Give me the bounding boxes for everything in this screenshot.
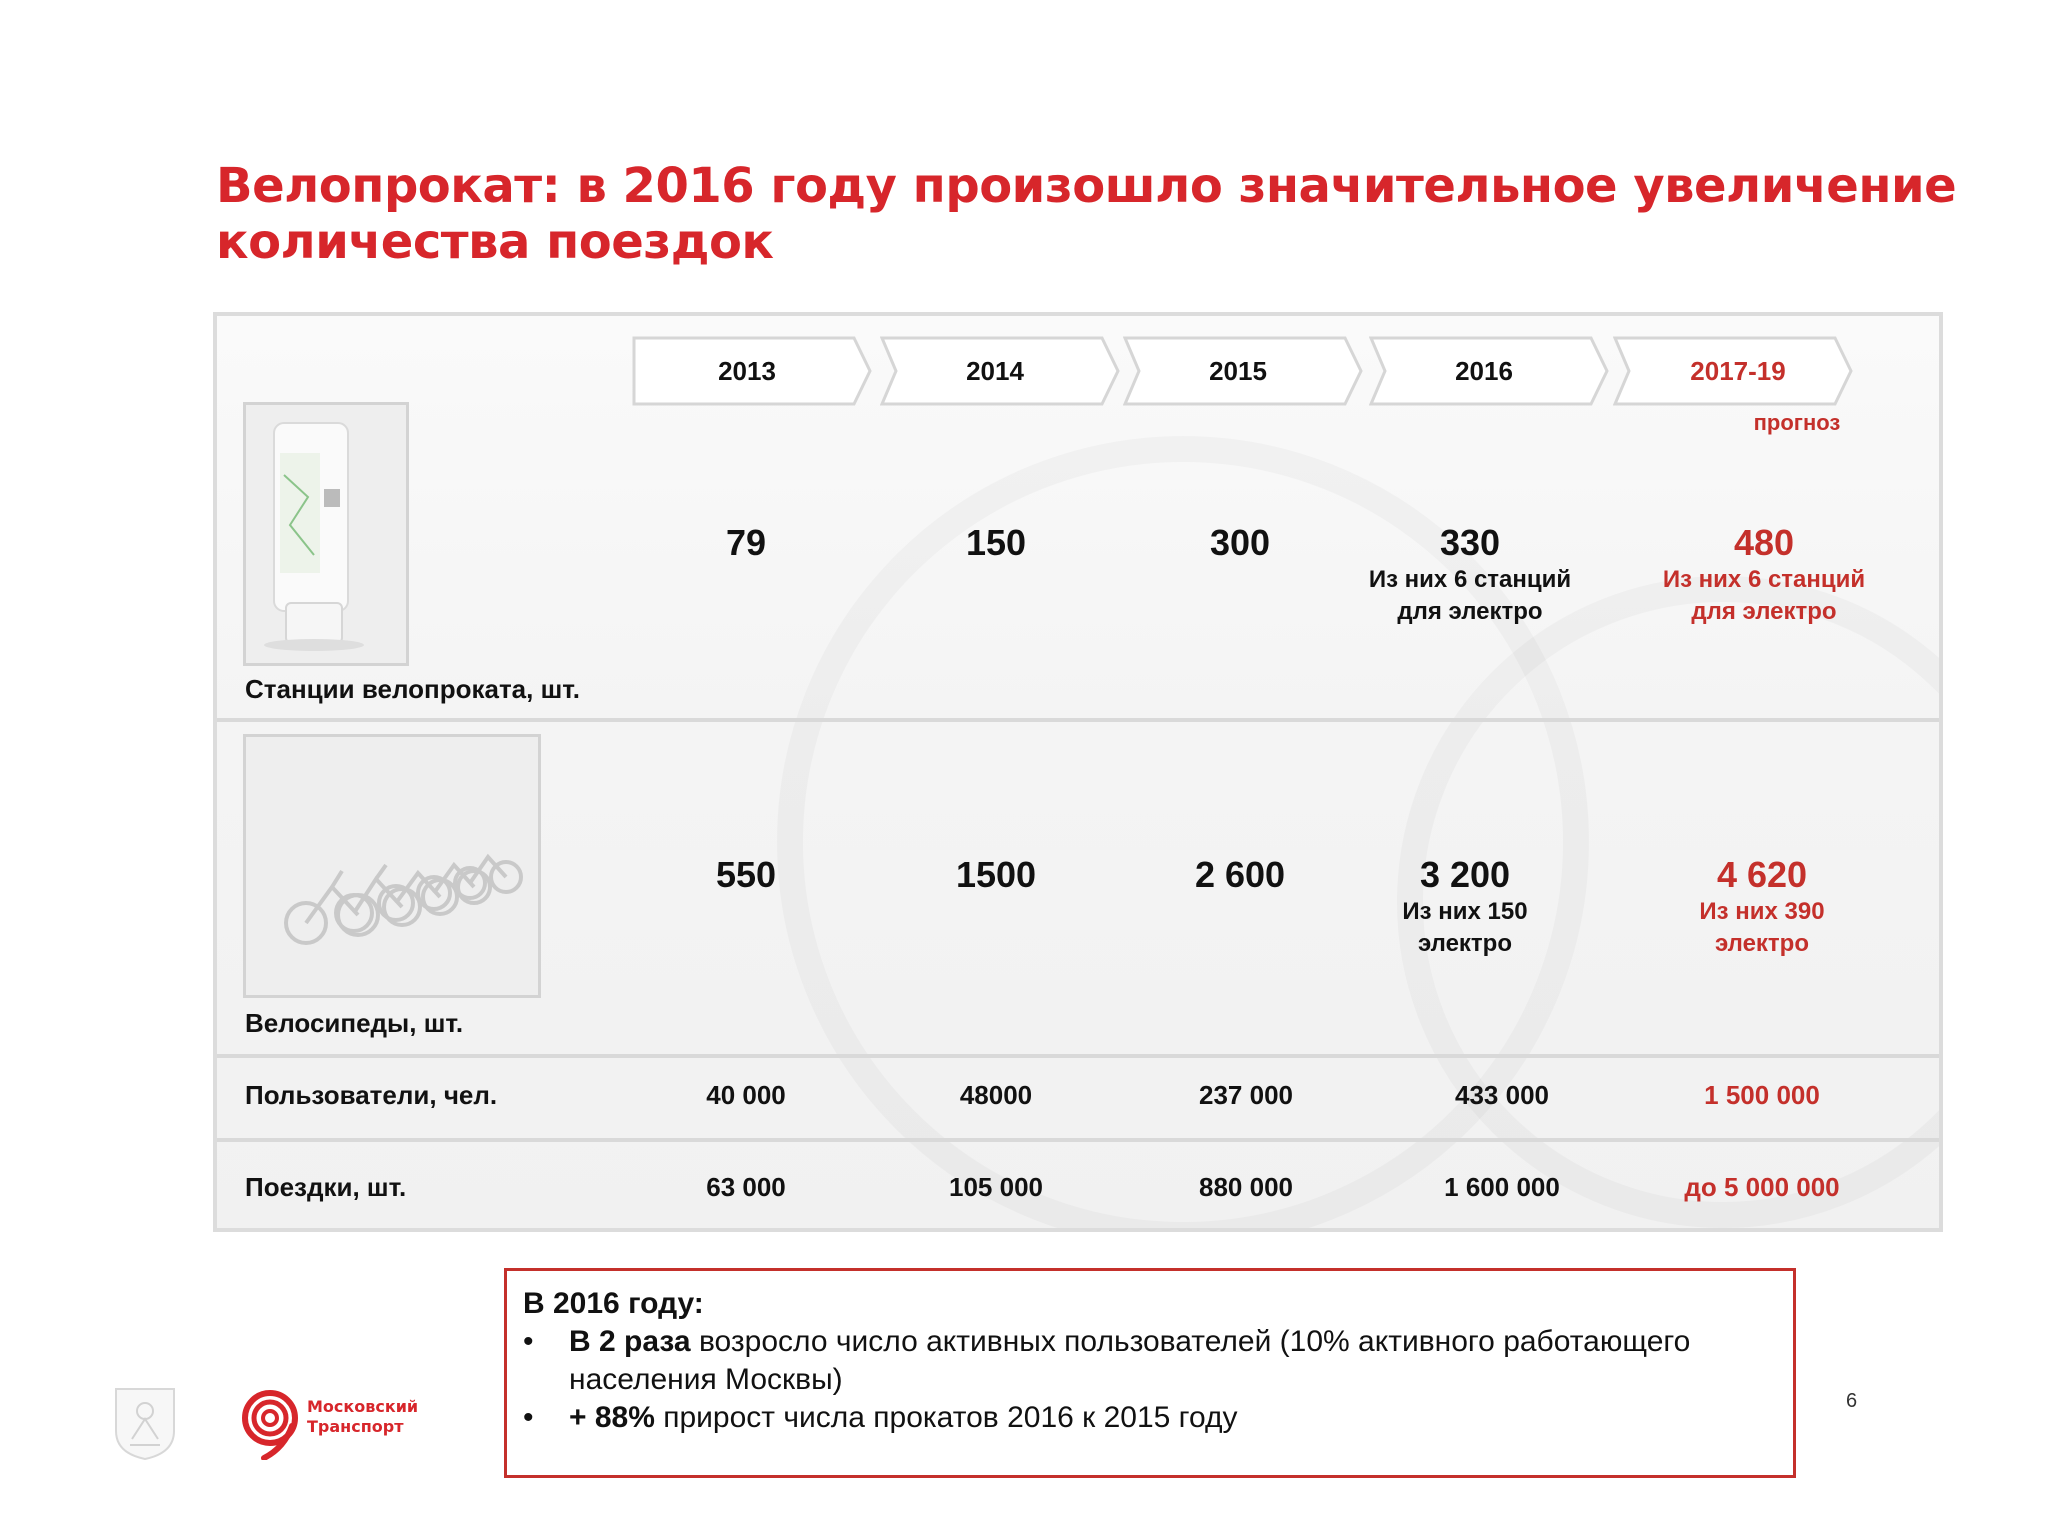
stations-2015 [1115,522,1365,564]
logo-line-1: Московский [307,1397,419,1416]
bullet-text: прирост числа прокатов 2016 к 2015 году [654,1401,1238,1434]
users-2016: 433 000 [1455,1080,1549,1110]
stations-2014 [871,522,1121,564]
note: Из них 6 станций для электро [1662,566,1866,625]
users-2013: 40 000 [706,1080,786,1110]
logo-text [307,1397,418,1437]
trips-2016: 1 600 000 [1444,1172,1560,1202]
bullet-text: возросло число активных пользователей (10% активного работающего населения Москвы) [569,1325,1691,1396]
row-divider [217,718,1939,722]
year-header-2014 [880,336,1120,406]
note: Из них 150 электро [1402,898,1528,957]
bikes-photo [243,734,541,998]
users-2017-19: 1 500 000 [1704,1080,1820,1110]
year-header-2015 [1123,336,1363,406]
value: 4 620 [1716,854,1808,895]
bikes-2017-19 [1657,854,1867,960]
page-number: 6 [1846,1390,1858,1412]
moscow-emblem-icon [112,1385,178,1466]
summary-box [504,1268,1796,1478]
summary-bullet-1 [523,1323,1777,1399]
bullet-dot: • [523,1401,534,1434]
year-label: 2014 [966,356,1024,386]
trips-2013: 63 000 [706,1172,786,1202]
row-label-stations: Станции велопроката, шт. [245,674,580,704]
title-line-2: количества поездок [216,214,774,270]
trips-2014: 105 000 [949,1172,1043,1202]
note: Из них 6 станций для электро [1368,566,1572,625]
slide-title [216,158,1957,270]
bikes-2014 [871,854,1121,896]
value: 2 600 [1194,854,1286,895]
users-2014: 48000 [959,1080,1033,1110]
summary-bullet-2 [523,1399,1777,1437]
value: 150 [965,522,1027,563]
bikes-2015 [1115,854,1365,896]
year-header-2016 [1369,336,1609,406]
bullet-bold: В 2 раза [569,1325,691,1358]
logo-line-2: Транспорт [307,1417,404,1436]
stats-table [213,312,1943,1232]
stations-2016 [1345,522,1595,628]
value: 550 [715,854,777,895]
row-label-users: Пользователи, чел. [245,1080,498,1110]
value: 3 200 [1419,854,1511,895]
bikes-2016 [1365,854,1565,960]
value: 79 [725,522,767,563]
stations-2017-19 [1629,522,1899,628]
row-divider [217,1138,1939,1142]
row-label-trips: Поездки, шт. [245,1172,407,1202]
moscow-transport-logo-icon [234,1388,306,1465]
trips-2017-19: до 5 000 000 [1684,1172,1840,1202]
title-line-1: Велопрокат: в 2016 году произошло значительное увеличение [216,158,1957,214]
trips-2015: 880 000 [1199,1172,1293,1202]
year-header-2013 [632,336,872,406]
value: 1500 [955,854,1037,895]
bullet-bold: + 88% [569,1401,655,1434]
value: 300 [1209,522,1271,563]
year-header-2017-19 [1613,336,1853,406]
note: Из них 390 электро [1699,898,1825,957]
value: 330 [1439,522,1501,563]
year-label: 2015 [1209,356,1267,386]
year-label: 2013 [718,356,776,386]
value: 480 [1733,522,1795,563]
station-photo [243,402,409,666]
bullet-dot: • [523,1325,534,1358]
row-label-bikes: Велосипеды, шт. [245,1008,464,1038]
forecast-label: прогноз [1753,410,1841,435]
year-label: 2017-19 [1690,356,1786,386]
users-2015: 237 000 [1199,1080,1293,1110]
row-divider [217,1054,1939,1058]
year-label: 2016 [1455,356,1513,386]
stations-2013 [621,522,871,564]
summary-heading: В 2016 году: [523,1287,704,1320]
bikes-2013 [621,854,871,896]
